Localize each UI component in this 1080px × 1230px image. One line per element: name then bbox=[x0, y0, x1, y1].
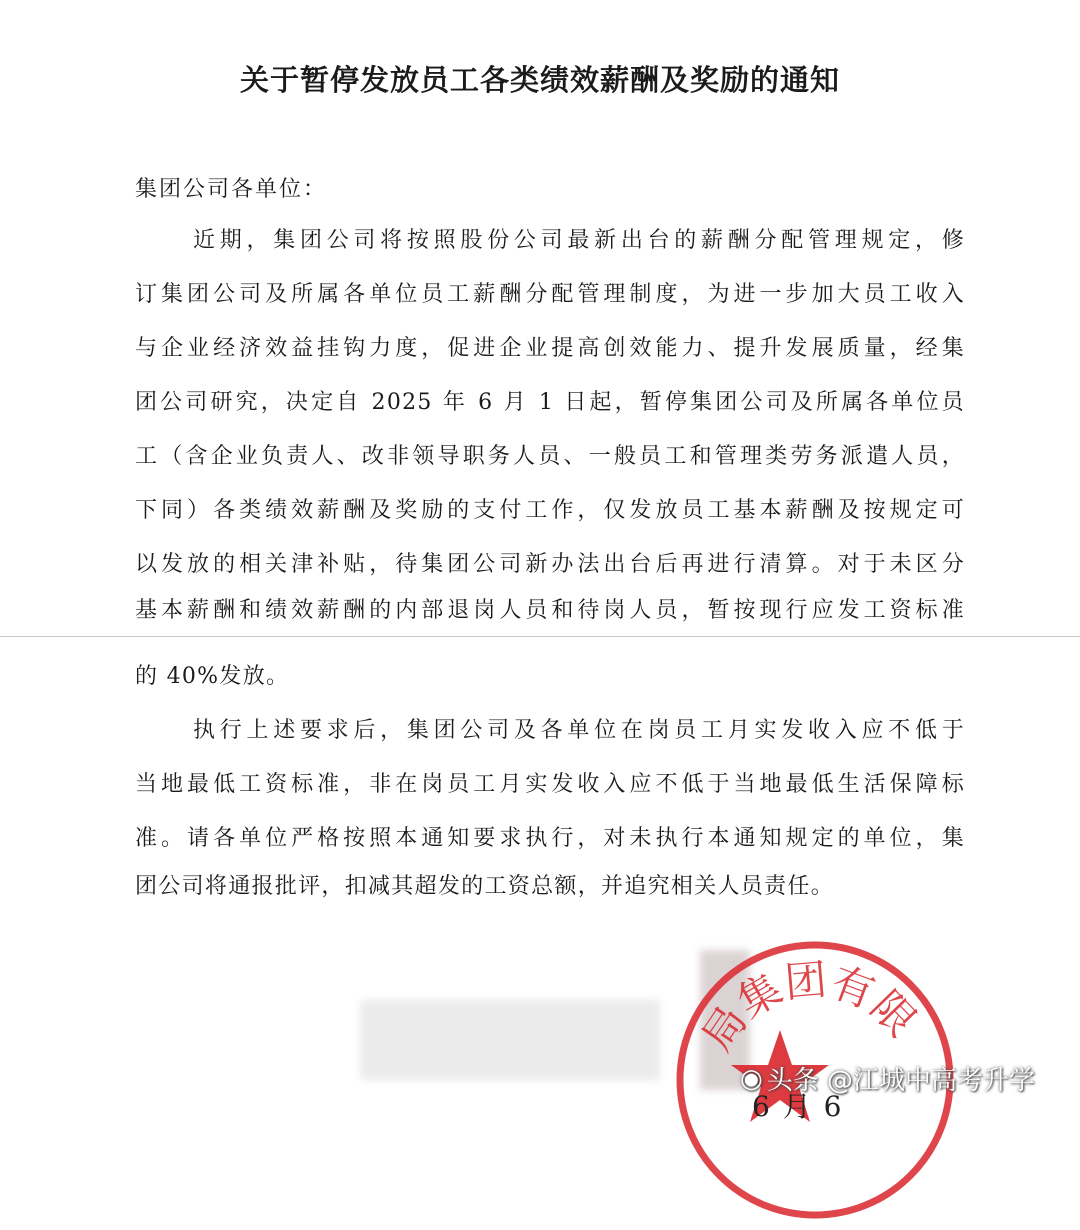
paragraph-line: 下同）各类绩效薪酬及奖励的支付工作，仅发放员工基本薪酬及按规定可 bbox=[135, 498, 965, 523]
document-date: 6 月 6 bbox=[752, 1090, 844, 1123]
watermark-text: 头条 @江城中高考升学 bbox=[766, 1066, 1035, 1096]
paragraph-line: 工（含企业负责人、改非领导职务人员、一般员工和管理类劳务派遣人员， bbox=[135, 444, 965, 469]
paragraph-line: 订集团公司及所属各单位员工薪酬分配管理制度，为进一步加大员工收入 bbox=[135, 282, 965, 307]
watermark bbox=[740, 1060, 1035, 1097]
paragraph-line: 的 40%发放。 bbox=[135, 664, 290, 689]
camera-icon: ◉ bbox=[740, 1063, 763, 1094]
salutation: 集团公司各单位： bbox=[135, 177, 328, 202]
paragraph-line: 当地最低工资标准，非在岗员工月实发收入应不低于当地最低生活保障标 bbox=[135, 772, 965, 797]
paragraph-line: 执行上述要求后，集团公司及各单位在岗员工月实发收入应不低于 bbox=[193, 718, 965, 743]
seal-text: 局集团有限 bbox=[692, 954, 926, 1060]
paragraph-line: 以发放的相关津补贴，待集团公司新办法出台后再进行清算。对于未区分 bbox=[135, 552, 965, 577]
paragraph-line: 团公司将通报批评，扣减其超发的工资总额，并追究相关人员责任。 bbox=[135, 874, 835, 899]
paragraph-line: 与企业经济效益挂钩力度，促进企业提高创效能力、提升发展质量，经集 bbox=[135, 336, 965, 361]
paragraph-line: 近期，集团公司将按照股份公司最新出台的薪酬分配管理规定，修 bbox=[193, 228, 965, 253]
document-title: 关于暂停发放员工各类绩效薪酬及奖励的通知 bbox=[239, 63, 840, 97]
paragraph-line: 基本薪酬和绩效薪酬的内部退岗人员和待岗人员，暂按现行应发工资标准 bbox=[135, 598, 965, 623]
page-break-divider bbox=[0, 636, 1080, 637]
blurred-signature bbox=[360, 1000, 660, 1080]
paragraph-line: 准。请各单位严格按照本通知要求执行，对未执行本通知规定的单位，集 bbox=[135, 826, 965, 851]
paragraph-line: 团公司研究，决定自 2025 年 6 月 1 日起，暂停集团公司及所属各单位员 bbox=[135, 390, 965, 415]
